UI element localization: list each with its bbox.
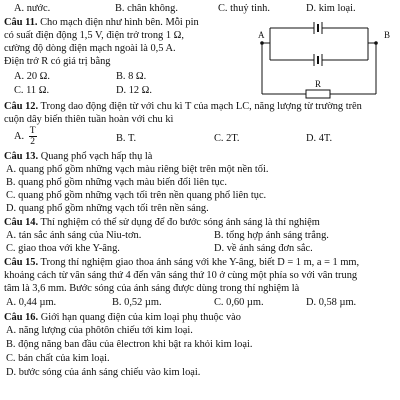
- q13-option-d: D. quang phổ gồm những vạch tối trên nền sáng.: [6, 203, 209, 214]
- q14-option-b: B. tổng hợp ánh sáng trắng.: [214, 230, 329, 241]
- q14-label: Câu 14.: [4, 217, 39, 228]
- q12-option-a-numerator: T: [29, 126, 36, 136]
- q11-text-3: cường độ dòng điện mạch ngoài là 0,5 A.: [4, 43, 176, 54]
- q15-option-a: A. 0,44 µm.: [6, 297, 57, 308]
- circuit-label-r: R: [315, 79, 322, 89]
- q12-label: Câu 12.: [4, 101, 39, 112]
- q15-line-1: [4, 256, 359, 269]
- q14-option-c: C. giao thoa với khe Y-âng.: [6, 243, 120, 254]
- q12-line-1: [4, 100, 362, 113]
- q12-text-2: cuộn dây biến thiên tuần hoàn với chu kì: [4, 114, 174, 125]
- q15-option-c: C. 0,60 µm.: [214, 297, 264, 308]
- q13-option-c: C. quang phổ gồm những vạch tối trên nền quang phổ liên tục.: [6, 190, 267, 201]
- q11-option-a: A. 20 Ω.: [14, 71, 51, 82]
- q12-option-b: B. T.: [116, 133, 137, 144]
- q14-option-a: A. tán sắc ánh sáng của Niu-tơn.: [6, 230, 142, 241]
- q14-option-d: D. về ánh sáng đơn sắc.: [214, 243, 313, 254]
- q16-label: Câu 16.: [4, 312, 39, 323]
- top-option-a: A. nước.: [14, 3, 51, 14]
- circuit-label-a: A: [258, 30, 265, 40]
- q15-text-1: Trong thí nghiệm giao thoa ánh sáng với khe Y-âng, biết D = 1 m, a = 1 mm,: [40, 257, 360, 268]
- q16-option-d: D. bước sóng của ánh sáng chiếu vào kim loại.: [6, 367, 201, 378]
- q11-option-d: D. 12 Ω.: [116, 85, 153, 96]
- q15-text-3: tâm là 3,6 mm. Bước sóng của ánh sáng được dùng trong thí nghiệm là: [4, 283, 300, 294]
- q12-option-a-denominator: 2: [30, 137, 35, 147]
- q15-option-b: B. 0,52 µm.: [112, 297, 162, 308]
- circuit-label-b: B: [384, 30, 391, 40]
- q16-option-b: B. động năng ban đầu của êlectron khi bật ra khỏi kim loại.: [6, 339, 253, 350]
- q15-option-d: D. 0,58 µm.: [306, 297, 357, 308]
- q11-text-2: có suất điện động 1,5 V, điện trở trong 1 Ω,: [4, 30, 184, 41]
- q12-option-a-prefix: A.: [14, 130, 25, 142]
- q15-text-2: khoảng cách từ vân sáng thứ 4 đến vân sáng thứ 10 ở cùng một phía so với vân trung: [4, 270, 358, 281]
- q16-option-a: A. năng lượng của phôtôn chiếu tới kim loại.: [6, 325, 193, 336]
- q13-option-b: B. quang phổ gồm những vạch màu biến đổi liên tục.: [6, 177, 227, 188]
- q11-label: Câu 11.: [4, 17, 38, 28]
- top-option-c: C. thuỷ tinh.: [218, 3, 270, 14]
- q11-text-1: Cho mạch điện như hình bên. Mỗi pin: [40, 17, 199, 28]
- q16-stem: Giới hạn quang điện của kim loại phụ thuộc vào: [40, 312, 241, 323]
- top-option-d: D. kim loại.: [306, 3, 356, 14]
- q16-option-c: C. bản chất của kim loại.: [6, 353, 110, 364]
- q12-option-c: C. 2T.: [214, 133, 240, 144]
- q15-label: Câu 15.: [4, 257, 39, 268]
- q12-option-d: D. 4T.: [306, 133, 333, 144]
- q14-stem: Thí nghiệm có thể sử dụng để đo bước sóng ánh sáng là thí nghiệm: [40, 217, 320, 228]
- q11-line-1: [4, 16, 199, 29]
- q13-label: Câu 13.: [4, 151, 39, 162]
- q14-line-1: [4, 216, 320, 229]
- q12-text-1: Trong dao động điện từ với chu kì T của mạch LC, năng lượng từ trường trên: [40, 101, 362, 112]
- q13-option-a: A. quang phổ gồm những vạch màu riêng biệt trên một nền tối.: [6, 164, 269, 175]
- circuit-diagram: [258, 22, 394, 110]
- q16-line-1: [4, 311, 241, 324]
- q11-option-c: C. 11 Ω.: [14, 85, 50, 96]
- top-option-b: B. chân không.: [115, 3, 178, 14]
- q12-option-a-fraction: [29, 126, 37, 147]
- q12-option-a: [14, 126, 37, 147]
- q11-option-b: B. 8 Ω.: [116, 71, 147, 82]
- q11-text-4: Điện trở R có giá trị bằng: [4, 56, 111, 67]
- q13-line-1: [4, 150, 152, 163]
- q13-stem: Quang phổ vạch hấp thụ là: [40, 151, 153, 162]
